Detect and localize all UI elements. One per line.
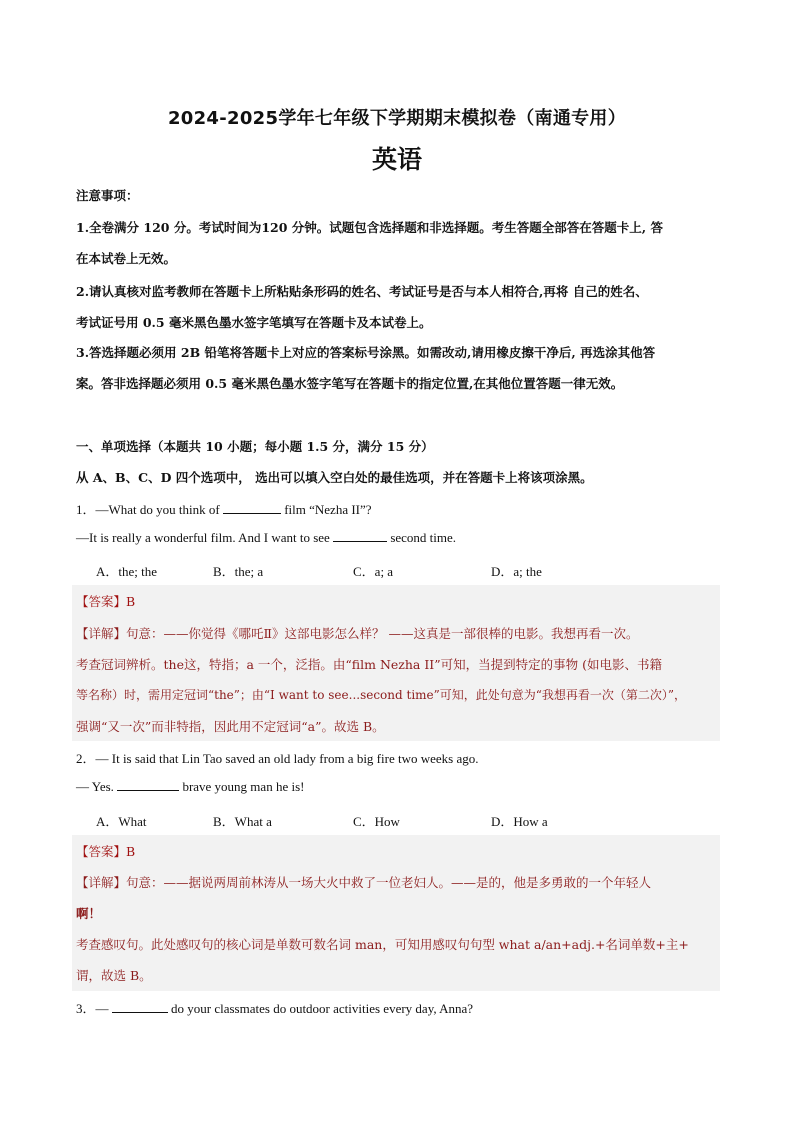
q2-detail-line-3: 考查感叹句。此处感叹句的核心词是单数可数名词 man，可知用感叹句句型 what a/an+adj.+名词单数+主+ bbox=[76, 937, 689, 952]
question-2-line-1: 2．— It is said that Lin Tao saved an old lady from a big fire two weeks ago. bbox=[76, 751, 479, 766]
q1-option-a: A．the; the bbox=[96, 564, 158, 579]
q1-detail-line-3: 等名称）时，需用定冠词“the”；由“I want to see...second time”可知，此处句意为“我想再看一次（第二次）”， bbox=[76, 688, 687, 702]
q2-detail-line-2: 啊！ bbox=[76, 906, 102, 921]
q2-detail-line-1: 【详解】句意：——据说两周前林涛从一场大火中救了一位老妇人。——是的，他是多勇敢的一个年轻人 bbox=[76, 875, 652, 890]
q1-option-b: B．the; a bbox=[213, 564, 264, 579]
q2-option-b: B．What a bbox=[213, 814, 272, 829]
blank-1 bbox=[223, 512, 281, 514]
q3-stem-part-b: do your classmates do outdoor activities every day, Anna? bbox=[171, 1001, 474, 1016]
notice-item-3-line-2: 案。答非选择题必须用 0.5 毫米黑色墨水签字笔写在答题卡的指定位置,在其他位置答题一律无效。 bbox=[76, 376, 624, 391]
blank-4 bbox=[112, 1011, 168, 1013]
q1-stem2-part-b: second time. bbox=[390, 530, 457, 545]
q1-option-c: C．a; a bbox=[353, 564, 394, 579]
section-heading: 一、单项选择（本题共 10 小题；每小题 1.5 分，满分 15 分） bbox=[76, 439, 434, 454]
q1-option-d: D．a; the bbox=[491, 564, 542, 579]
q2-stem2-part-a: — Yes. bbox=[76, 779, 114, 794]
blank-3 bbox=[117, 789, 179, 791]
q2-option-a: A．What bbox=[96, 814, 147, 829]
notice-item-3-line-1: 3.答选择题必须用 2B 铅笔将答题卡上对应的答案标号涂黑。如需改动,请用橡皮擦干净后, 再选涂其他答 bbox=[76, 345, 656, 360]
q2-option-d: D．How a bbox=[491, 814, 548, 829]
section-instruction: 从 A、B、C、D 四个选项中， 选出可以填入空白处的最佳选项，并在答题卡上将该项涂黑。 bbox=[76, 470, 593, 485]
q1-detail-line-4: 强调“又一次”而非特指，因此用不定冠词“a”。故选 B。 bbox=[76, 719, 385, 734]
exam-title: 2024-2025学年七年级下学期期末模拟卷（南通专用） bbox=[167, 108, 627, 129]
q1-stem2-part-a: —It is really a wonderful film. And I want to see bbox=[76, 530, 330, 545]
q1-detail-line-1: 【详解】句意：——你觉得《哪吒Ⅱ》这部电影怎么样？ ——这真是一部很棒的电影。我想再看一次。 bbox=[76, 626, 639, 641]
q2-answer-box bbox=[72, 835, 720, 991]
subject-title: 英语 bbox=[371, 145, 422, 174]
notice-heading: 注意事项： bbox=[76, 188, 139, 203]
notice-item-1-line-1: 1.全卷满分 120 分。考试时间为120 分钟。试题包含选择题和非选择题。考生答题全部答在答题卡上, 答 bbox=[76, 220, 663, 235]
q1-detail-line-2: 考查冠词辨析。the这，特指；a 一个，泛指。由“film Nezha II”可知，当提到特定的事物 (如电影、书籍 bbox=[76, 657, 662, 672]
q2-detail-line-4: 谓，故选 B。 bbox=[76, 968, 152, 983]
q1-stem-part-b: film “Nezha II”? bbox=[284, 502, 372, 517]
q2-answer: 【答案】B bbox=[76, 844, 136, 859]
blank-2 bbox=[333, 540, 387, 542]
q2-option-c: C．How bbox=[353, 814, 400, 829]
q3-stem-part-a: 3．— bbox=[76, 1001, 109, 1016]
q2-stem2-part-b: brave young man he is! bbox=[182, 779, 305, 794]
q1-stem-part-a: 1．—What do you think of bbox=[76, 502, 220, 517]
question-1-line-2 bbox=[76, 530, 456, 546]
question-3-line-1 bbox=[76, 998, 473, 1017]
question-1-line-1 bbox=[76, 499, 372, 518]
notice-item-1-line-2: 在本试卷上无效。 bbox=[76, 251, 177, 266]
q1-answer: 【答案】B bbox=[76, 594, 136, 609]
question-2-line-2 bbox=[76, 779, 304, 795]
notice-item-2-line-1: 2.请认真核对监考教师在答题卡上所粘贴条形码的姓名、考试证号是否与本人相符合,再将 自己的姓名、 bbox=[76, 284, 648, 299]
notice-item-2-line-2: 考试证号用 0.5 毫米黑色墨水签字笔填写在答题卡及本试卷上。 bbox=[76, 315, 432, 330]
